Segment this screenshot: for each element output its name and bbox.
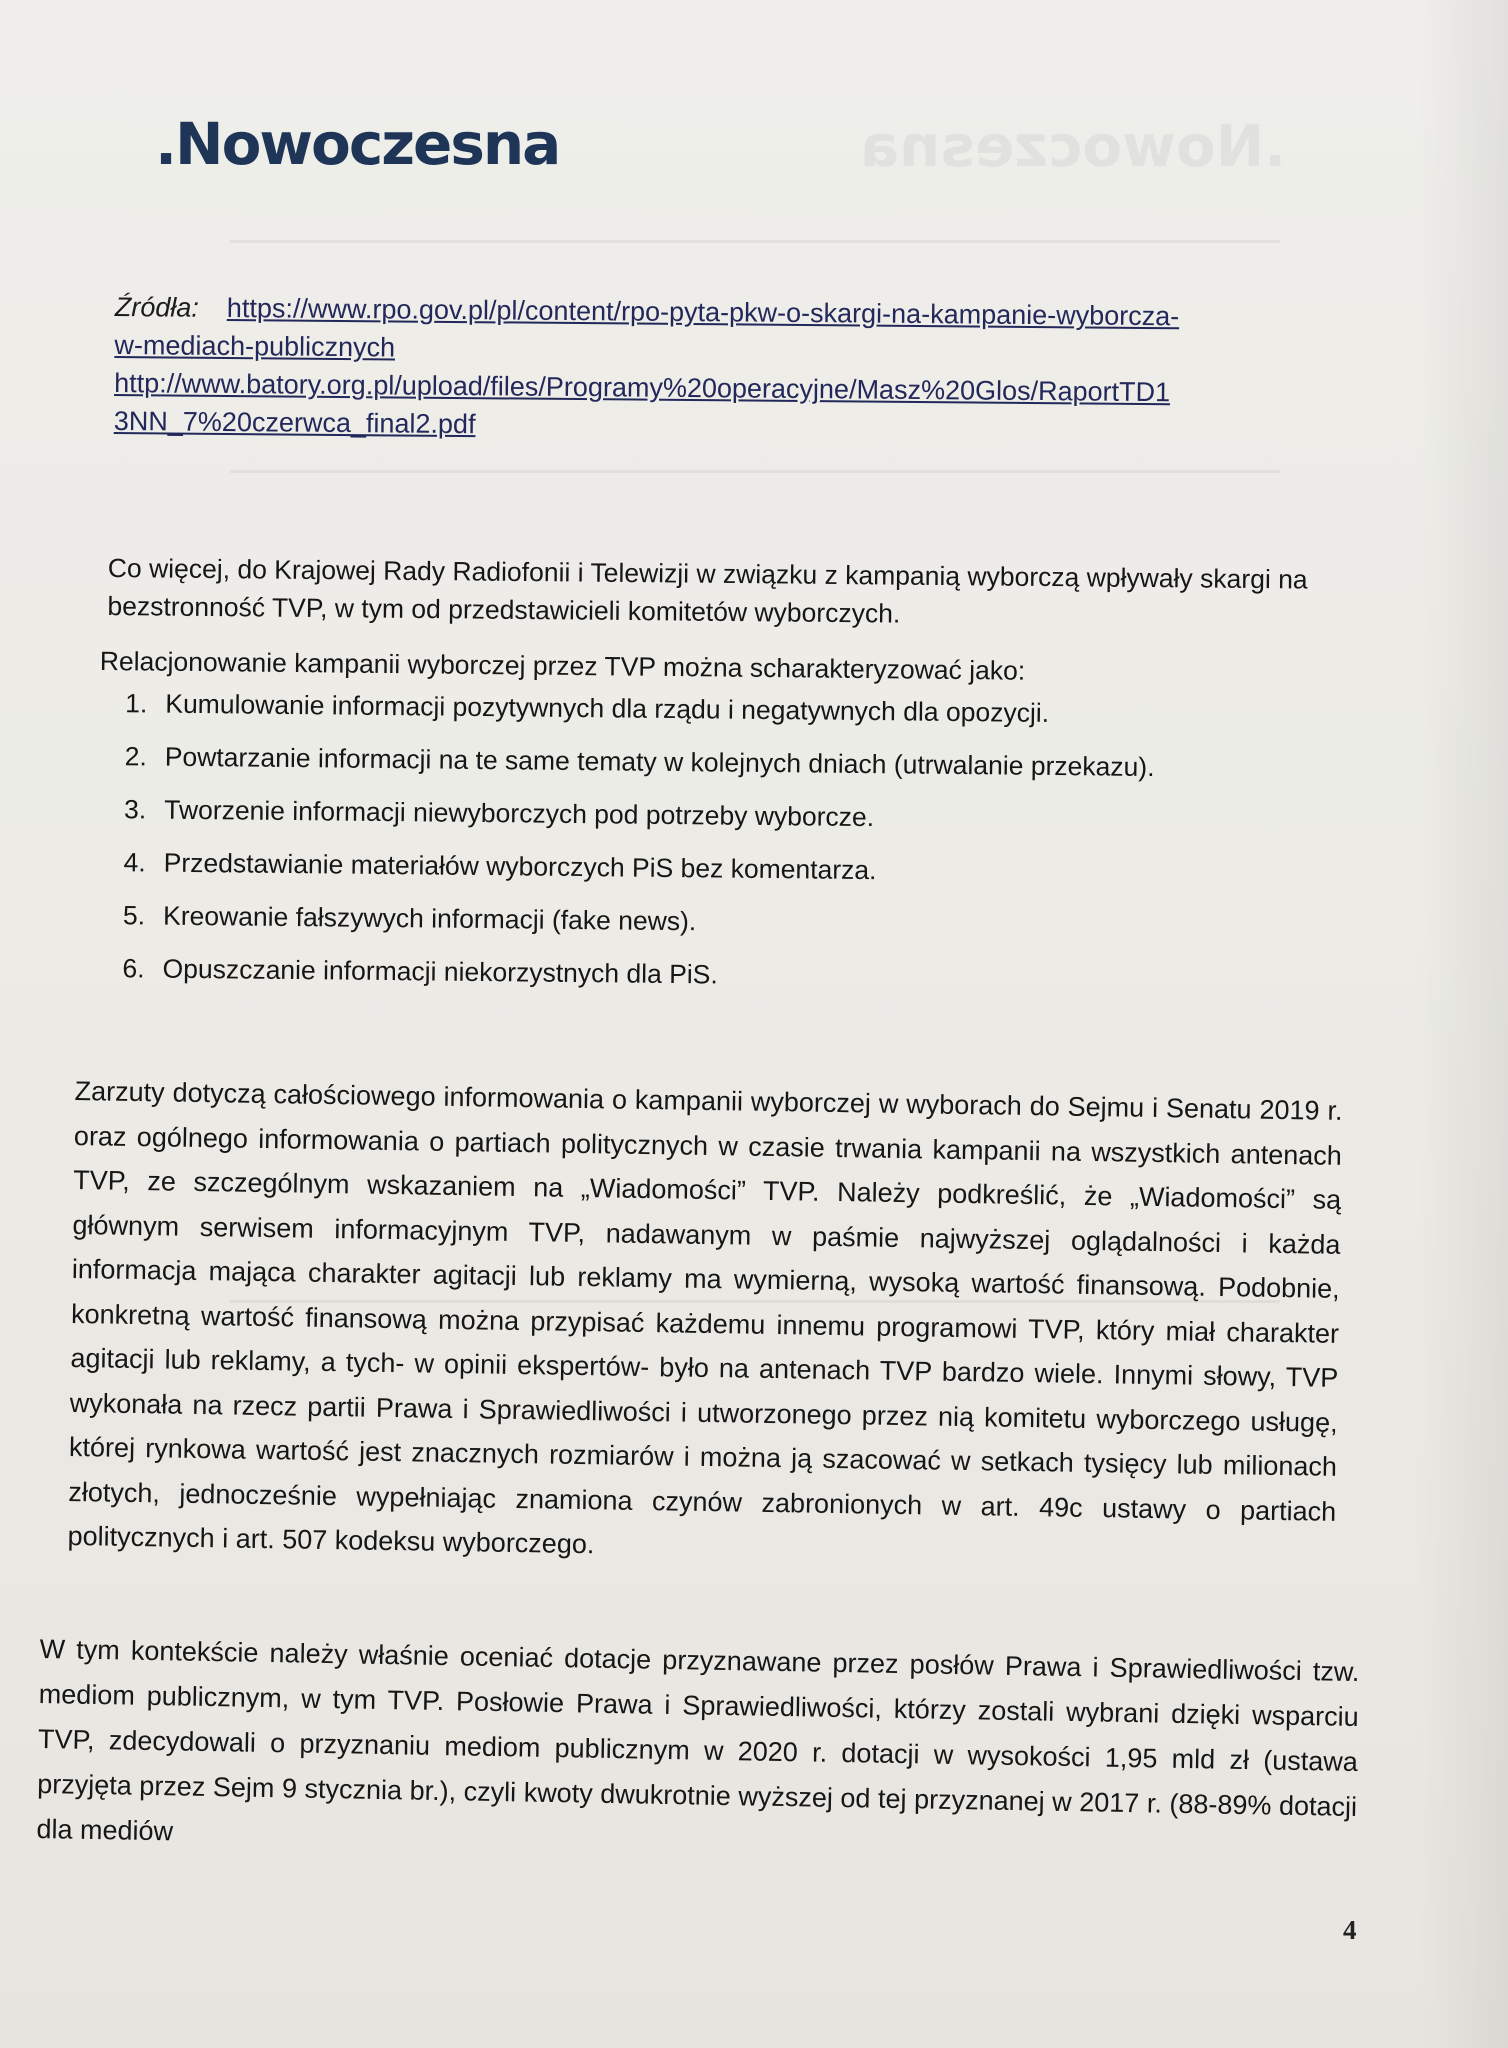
list-item-text: Kumulowanie informacji pozytywnych dla rządu i negatywnych dla opozycji. xyxy=(165,688,1050,728)
source-link-batory[interactable]: http://www.batory.org.pl/upload/files/Programy%20operacyjne/Masz%20Glos/RaportTD1 xyxy=(114,367,1171,408)
logo-bleed-through: .Nowoczesna xyxy=(860,112,1287,180)
source-link-rpo-continued[interactable]: w-mediach-publicznych xyxy=(114,329,396,363)
characteristics-list-block xyxy=(96,642,1350,1015)
list-item xyxy=(96,949,1346,1000)
sources-label: Źródła: xyxy=(114,291,200,323)
list-item xyxy=(98,790,1348,841)
list-item-text: Kreowanie fałszywych informacji (fake news). xyxy=(162,900,697,937)
list-item xyxy=(99,684,1349,735)
list-item-text: Opuszczanie informacji niekorzystnych dla PiS. xyxy=(162,953,718,990)
list-intro: Relacjonowanie kampanii wyborczej przez TVP można scharakteryzować jako: xyxy=(99,645,1026,686)
page-number: 4 xyxy=(1343,1915,1357,1945)
list-item xyxy=(99,737,1349,788)
source-link-batory-continued[interactable]: 3NN_7%20czerwca_final2.pdf xyxy=(113,405,476,440)
paragraph-allegations: Zarzuty dotyczą całościowego informowania o kampanii wyborczej w wyborach do Sejmu i Senatu 2019 r. oraz ogólnego informowania o partiach politycznych w czasie trwania kampanii na wszystkich antenach TVP, ze szczególnym wskazaniem na „Wiadomości” TVP. Należy podkreślić, że „Wiadomości” są głównym serwisem informacyjnym TVP, nadawanym w paśmie najwyższej oglądalności i każda informacja mająca charakter agitacji lub reklamy ma wymierną, wysoką wartość finansową. Podobnie, konkretną wartość finansową można przypisać każdemu innemu programowi TVP, który miał charakter agitacji lub reklamy, a tych- w opinii ekspertów- było na antenach TVP bardzo wiele. Innymi słowy, TVP wykonała na rzecz partii Prawa i Sprawiedliwości i utworzonego przez nią komitetu wyborczego usługę, której rynkowa wartość jest znacznych rozmiarów i można ją szacować w setkach tysięcy lub milionach złotych, jednocześnie wypełniając znamiona czynów zabronionych w art. 49c ustawy o partiach politycznych i art. 507 kodeksu wyborczego. xyxy=(67,1075,1343,1560)
bleed-through-line xyxy=(230,470,1280,473)
list-item-number: 6. xyxy=(122,953,145,984)
party-logo: .Nowoczesna xyxy=(155,110,560,178)
page-shadow xyxy=(1418,0,1508,2048)
list-item-text: Przedstawianie materiałów wyborczych PiS bez komentarza. xyxy=(163,847,877,886)
list-item-number: 5. xyxy=(122,900,146,931)
list-item-text: Tworzenie informacji niewyborczych pod potrzeby wyborcze. xyxy=(164,794,875,833)
list-item-number: 2. xyxy=(124,741,147,772)
paragraph-subsidies: W tym kontekście należy właśnie oceniać dotacje przyznawane przez posłów Prawa i Sprawiedliwości tzw. mediom publicznym, w tym TVP. Posłowie Prawa i Sprawiedliwości, którzy zostali wybrani dzięki wsparciu TVP, zdecydowali o przyznaniu mediom publicznym w 2020 r. dotacji w wysokości 1,95 mld zł (ustawa przyjęta przez Sejm 9 stycznia br.), czyli kwoty dwukrotnie wyższej od tej przyznanej w 2017 r. (88-89% dotacji dla mediów xyxy=(36,1633,1360,1847)
list-item-number: 4. xyxy=(123,847,146,878)
bleed-through-line xyxy=(230,240,1280,243)
source-link-rpo[interactable]: https://www.rpo.gov.pl/pl/content/rpo-pyta-pkw-o-skargi-na-kampanie-wyborcza- xyxy=(226,292,1180,332)
list-item xyxy=(97,896,1347,947)
list-item xyxy=(97,843,1347,894)
paragraph-complaints: Co więcej, do Krajowej Rady Radiofonii i Telewizji w związku z kampanią wyborczą wpływały skargi na bezstronność TVP, w tym od przedstawicieli komitetów wyborczych. xyxy=(107,552,1308,629)
list-item-text: Powtarzanie informacji na te same tematy w kolejnych dniach (utrwalanie przekazu). xyxy=(164,741,1155,783)
sources-block xyxy=(114,288,1335,451)
characteristics-list xyxy=(96,684,1349,1000)
list-item-number: 1. xyxy=(125,688,148,719)
list-item-number: 3. xyxy=(123,794,147,825)
